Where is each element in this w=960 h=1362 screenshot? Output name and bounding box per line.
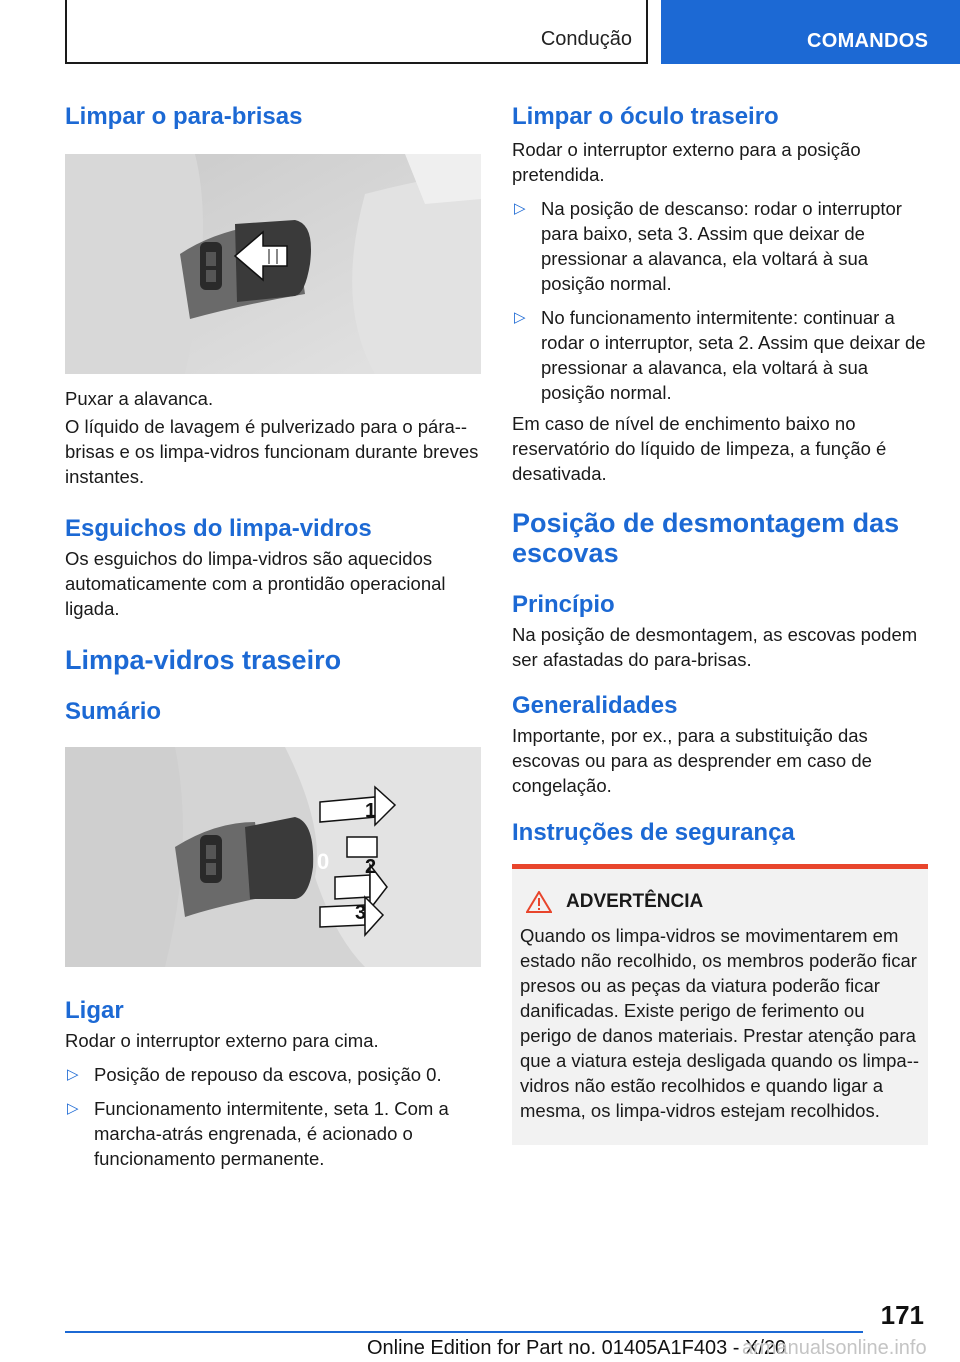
list-item: ▷ Posição de repouso da escova, posição 0. — [67, 1064, 442, 1085]
fig2-label-1: 1 — [365, 800, 377, 822]
text-fluid-level: Em caso de nível de enchimento baixo no reservatório do líquido de limpeza, a função é desativada. — [512, 413, 887, 484]
right-column — [512, 95, 928, 1145]
text-principle: Na posição de desmontagem, as escovas podem ser afastadas do para-brisas. — [512, 624, 918, 670]
list-item: ▷ Funcionamento intermitente, seta 1. Com a marcha-atrás engrenada, é acionado o funcionamento permanente. — [67, 1098, 449, 1169]
heading-clean-rear-window: Limpar o óculo traseiro — [512, 103, 779, 130]
footer-divider — [65, 1331, 863, 1333]
heading-principle: Princípio — [512, 591, 615, 618]
warning-text: Quando os limpa-vidros se movimentarem em estado não recolhido, os membros poderão ficar presos ou as peças da viatura poderão ficar danificadas. Existe perigo de ferimento ou perigo de danos materiais. Prestar atenção para que a viatura esteja desligada quando os limpa--vidros não estão recolhidos e quando ligar a mesma, os limpa-vidros estejam recolhidos. — [520, 925, 920, 1121]
header-chapter-tab: COMANDOS — [661, 0, 960, 64]
heading-overview: Sumário — [65, 698, 162, 725]
triangle-bullet-icon: ▷ — [67, 1100, 79, 1117]
warning-title-row — [520, 891, 920, 913]
heading-safety: Instruções de segurança — [512, 819, 795, 846]
text-spray: O líquido de lavagem é pulverizado para o pára--brisas e os limpa-vidros funcionam durante breves instantes. — [65, 416, 479, 487]
fig2-label-0: 0 — [317, 849, 330, 874]
figure-windscreen-lever — [65, 154, 481, 374]
warning-triangle-icon — [526, 891, 552, 913]
footer-watermark: armanualsonline.info — [742, 1337, 927, 1359]
heading-general: Generalidades — [512, 692, 678, 719]
header-section-title: Condução — [540, 28, 632, 50]
fig2-label-2: 2 — [365, 856, 377, 878]
list-item: ▷ No funcionamento intermitente: continuar a rodar o interruptor, seta 2. Assim que deixar de pressionar a alavanca, ela voltará à sua posição normal. — [514, 307, 926, 403]
text-general: Importante, por ex., para a substituição das escovas ou para as desprender em caso de congelação. — [512, 725, 872, 796]
heading-wipe-windscreen: Limpar o para-brisas — [65, 103, 303, 130]
triangle-bullet-icon: ▷ — [67, 1066, 79, 1083]
warning-box — [512, 864, 928, 1145]
heading-dismount-position: Posição de desmontagem das escovas — [512, 508, 900, 568]
text-nozzles: Os esguichos do limpa-vidros são aquecidos automaticamente com a prontidão operacional ligada. — [65, 548, 446, 619]
triangle-bullet-icon: ▷ — [514, 309, 526, 326]
left-column — [65, 95, 481, 1171]
triangle-bullet-icon: ▷ — [514, 200, 526, 217]
fig2-label-3: 3 — [355, 902, 367, 924]
text-rotate-up: Rodar o interruptor externo para cima. — [65, 1030, 379, 1051]
page-number: 171 — [880, 1300, 924, 1330]
text-rotate-switch: Rodar o interruptor externo para a posição pretendida. — [512, 139, 861, 185]
footer-edition: Online Edition for Part no. 01405A1F403 - X/20 — [367, 1337, 787, 1359]
list-item: ▷ Na posição de descanso: rodar o interruptor para baixo, seta 3. Assim que deixar de pressionar a alavanca, ela voltará à sua posição normal. — [514, 198, 902, 294]
warning-title: ADVERTÊNCIA — [566, 891, 704, 912]
heading-on: Ligar — [65, 997, 124, 1024]
heading-rear-wiper: Limpa-vidros traseiro — [65, 645, 342, 675]
figure-rear-wiper-switch — [65, 747, 481, 967]
text-pull-lever: Puxar a alavanca. — [65, 388, 214, 409]
header-section-box — [65, 0, 648, 64]
heading-nozzles: Esguichos do limpa-vidros — [65, 515, 372, 542]
